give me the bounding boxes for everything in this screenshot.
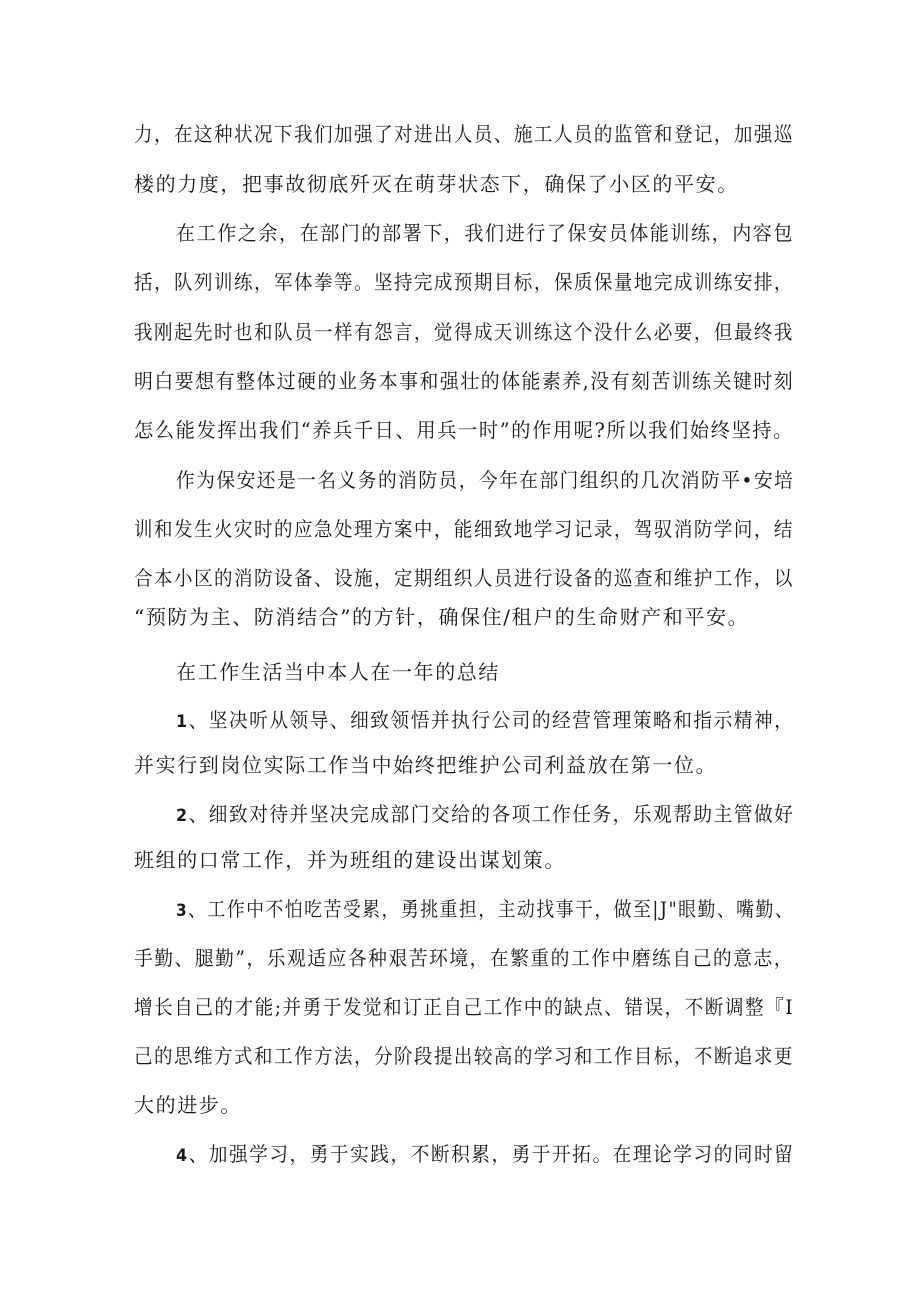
paragraph-line: 括，队列训练，军体拳等。坚持完成预期目标，保质保量地完成训练安排，: [134, 270, 794, 294]
paragraph-line: 我刚起先时也和队员一样有怨言，觉得成天训练这个没什么必要，但最终我: [134, 320, 794, 344]
paragraph-line: “预防为主、防消结合”的方针，确保住/租户的生命财产和平安。: [134, 605, 750, 629]
list-item-line: [176, 1140, 795, 1170]
list-item-line: 增长自己的才能;并勇于发觉和订正自己工作中的缺点、错误，不断调整『I: [134, 995, 795, 1019]
list-item-text: 、坚决听从领导、细致领悟并执行公司的经营管理策略和指示精神，: [188, 708, 795, 732]
paragraph-line: 力，在这种状况下我们加强了对进出人员、施工人员的监管和登记，加强巡: [134, 122, 794, 146]
list-item-number: 3: [176, 901, 189, 921]
list-item-text: 、加强学习，勇于实践，不断积累，勇于开拓。在理论学习的同时留: [188, 1142, 795, 1166]
section-heading: 在工作生活当中本人在一年的总结: [176, 660, 500, 684]
list-item-number: 2: [176, 806, 189, 826]
list-item-text: 、细致对待并坚决完成部门交给的各项工作任务，乐观帮助主管做好: [188, 802, 795, 826]
list-item-line: 班组的口常工作，并为班组的建设出谋划策。: [134, 848, 566, 872]
list-item-line: [176, 895, 795, 925]
list-item-number: 1: [176, 712, 189, 732]
list-item-line: 并实行到岗位实际工作当中始终把维护公司利益放在第一位。: [134, 753, 718, 777]
paragraph-line: 怎么能发挥出我们“养兵千日、用兵一时”的作用呢?所以我们始终坚持。: [134, 418, 794, 442]
list-item-line: 大的进步。: [134, 1093, 242, 1117]
list-item-line: [176, 706, 795, 736]
list-item-line: [176, 800, 795, 830]
list-item-number: 4: [176, 1146, 189, 1166]
list-item-line: 手勤、腿勤”，乐观适应各种艰苦环境，在繁重的工作中磨练自己的意志，: [134, 946, 795, 970]
paragraph-line: 合本小区的消防设备、设施，定期组织人员进行设备的巡查和维护工作，以: [134, 566, 794, 590]
paragraph-line: 训和发生火灾时的应急处理方案中，能细致地学习记录，驾驭消防学问，结: [134, 517, 794, 541]
list-item-text: 、工作中不怕吃苦受累，勇挑重担，主动找事干，做至|J"眼勤、嘴勤、: [188, 897, 795, 921]
list-item-line: 己的思维方式和工作方法，分阶段提出较高的学习和工作目标，不断追求更: [134, 1044, 794, 1068]
paragraph-line: 明白要想有整体过硬的业务本事和强壮的体能素养,没有刻苦训练关键时刻: [134, 369, 795, 393]
paragraph-line: 楼的力度，把事故彻底歼灭在萌芽状态下，确保了小区的平安。: [134, 172, 739, 196]
paragraph-line: 在工作之余，在部门的部署下，我们进行了保安员体能训练，内容包: [176, 221, 794, 245]
paragraph-line: 作为保安还是一名义务的消防员，今年在部门组织的几次消防平•安培: [176, 468, 795, 492]
